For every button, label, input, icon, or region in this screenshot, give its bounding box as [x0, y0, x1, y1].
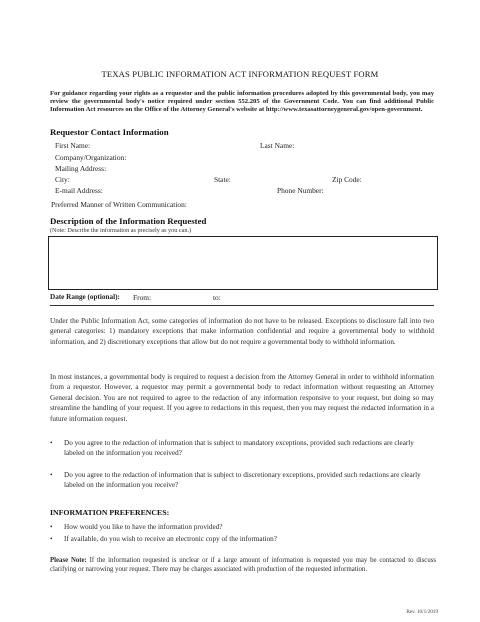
mailing-address-label: Mailing Address:: [55, 164, 107, 173]
requestor-heading: Requestor Contact Information: [50, 127, 169, 137]
intro-text: For guidance regarding your rights as a requestor and the public information procedures adopted by this governmental body, you may review the governmental body's notice required under section 552.205 of the Government Code. You can find additional Public Information Act resources on the Office of the Attorney General's website at http://www.texasattorneygeneral.gov/open-government.: [50, 90, 434, 113]
company-label: Company/Organization:: [55, 153, 127, 162]
phone-label: Phone Number:: [277, 186, 324, 195]
date-to-label: to:: [213, 293, 221, 302]
email-label: E-mail Address:: [55, 186, 103, 195]
form-title: TEXAS PUBLIC INFORMATION ACT INFORMATION REQUEST FORM: [101, 69, 379, 79]
bullet-icon: •: [50, 471, 53, 479]
please-note: [50, 556, 436, 574]
zip-label: Zip Code:: [332, 175, 362, 184]
bullet-icon: •: [50, 439, 53, 447]
exceptions-paragraph: Under the Public Information Act, some categories of information do not have to be released. Exceptions to disclosure fall into two general categories: 1) mandatory exceptions that make information confidential and require a governmental body to withhold information, and 2) discretionary exceptions that allow but do not require a governmental body to withhold information.: [50, 317, 434, 346]
state-label: State:: [214, 175, 231, 184]
please-note-label: Please Note:: [50, 557, 87, 564]
preferences-heading: INFORMATION PREFERENCES:: [50, 508, 170, 517]
preference-text: How would you like to have the information provided?: [64, 523, 223, 531]
revision-date: Rev. 10/1/2019: [406, 609, 438, 615]
bullet-icon: •: [50, 535, 53, 543]
redaction-paragraph: In most instances, a governmental body is required to request a decision from the Attorney General in order to withhold information from a requestor. However, a requestor may permit a governmental body to redact information without requesting an Attorney General decision. You are not required to agree to the redaction of any information responsive to your request, but doing so may streamline the handling of your request. If you agree to redactions in this request, then you may request the redacted information in a future information request.: [50, 373, 434, 423]
question-text: Do you agree to the redaction of information that is subject to discretionary exceptions, provided such redactions are clearly labeled on the information you receive?: [64, 471, 421, 490]
city-label: City:: [55, 175, 70, 184]
date-from-label: From:: [133, 293, 152, 302]
last-name-label: Last Name:: [260, 141, 295, 150]
description-input-box[interactable]: [48, 236, 438, 290]
please-note-text: If the information requested is unclear or if a large amount of information is requested you may be contacted to discuss clarifying or narrowing your request. There may be charges associated with production of the requested information.: [50, 557, 437, 574]
date-range-divider: [50, 305, 434, 306]
description-heading: Description of the Information Requested: [50, 216, 207, 226]
date-range-label: Date Range (optional):: [50, 293, 120, 301]
bullet-icon: •: [50, 523, 53, 531]
question-text: Do you agree to the redaction of information that is subject to mandatory exceptions, provided such redactions are clearly labeled on the information you received?: [64, 439, 414, 458]
preferred-manner-label: Preferred Manner of Written Communication:: [51, 200, 187, 209]
description-note: (Note: Describe the information as precisely as you can.): [50, 227, 192, 234]
first-name-label: First Name:: [55, 141, 91, 150]
preference-text: If available, do you wish to receive an electronic copy of the information?: [64, 535, 277, 543]
